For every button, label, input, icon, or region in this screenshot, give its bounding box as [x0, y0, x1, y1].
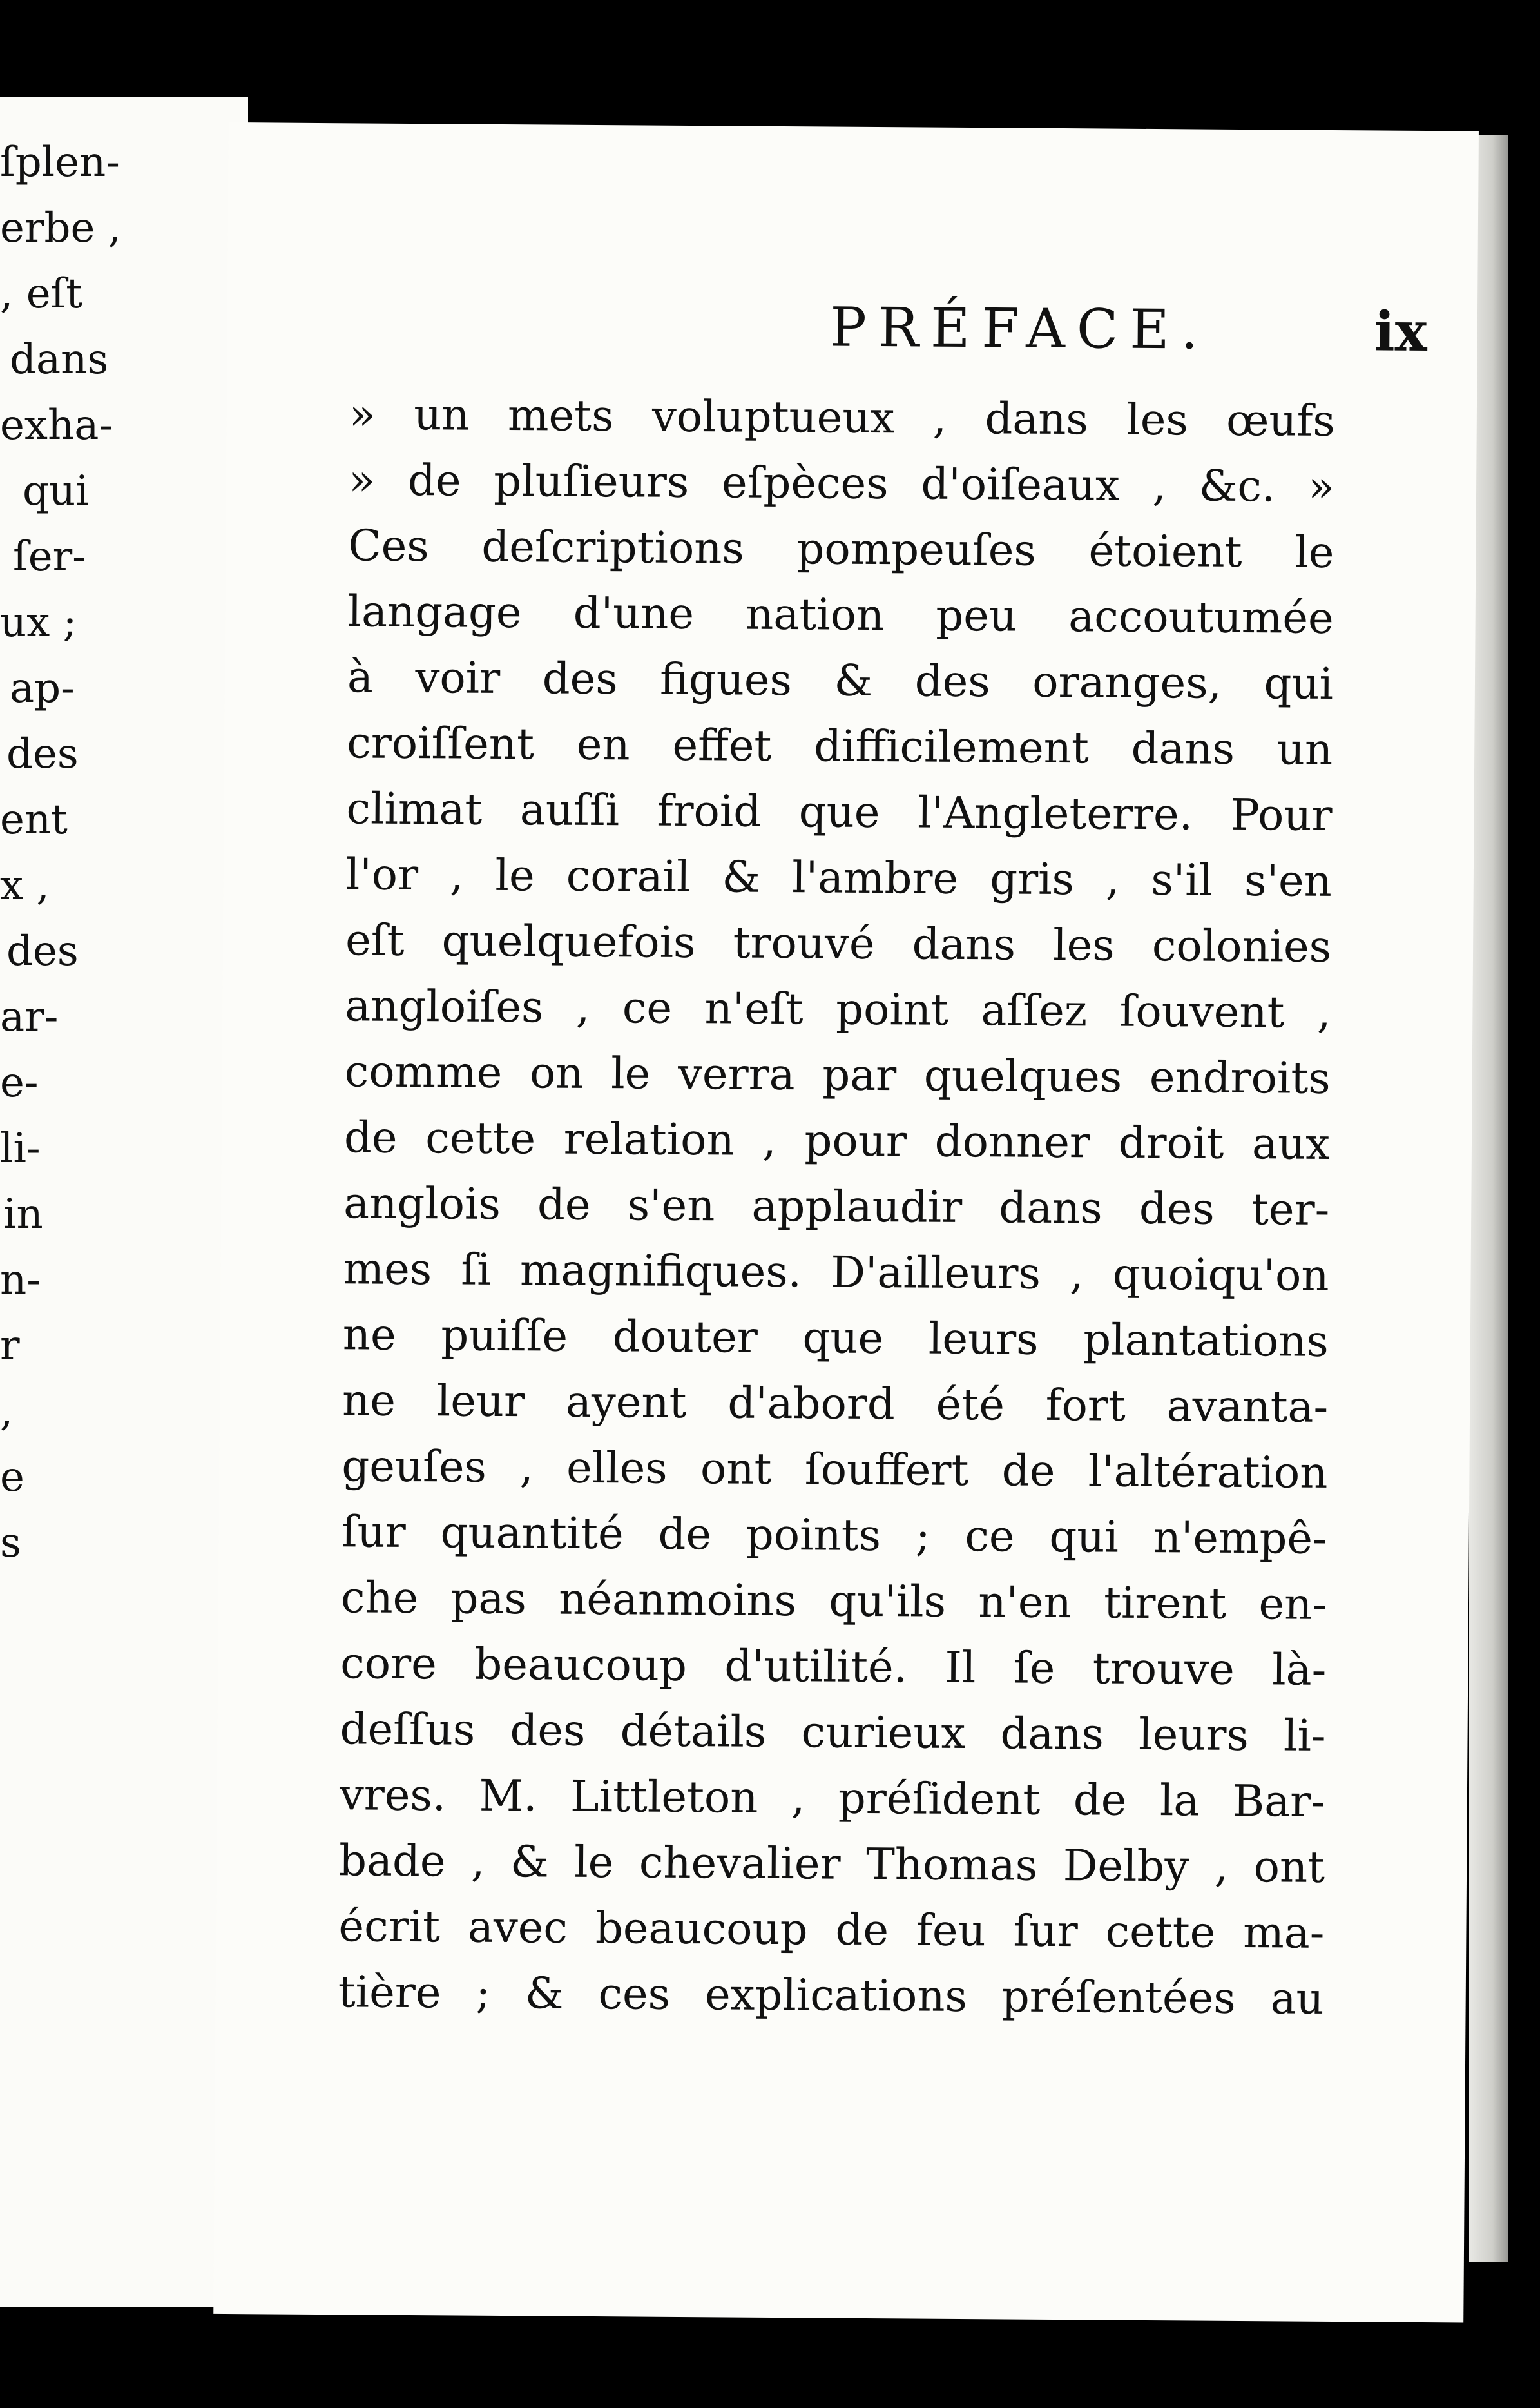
left-fragment: e: [0, 1453, 24, 1501]
running-head: PRÉFACE.: [829, 295, 1210, 362]
text-line: che pas néanmoins qu'ils n'en tirent en-: [340, 1572, 1327, 1629]
text-line: deſſus des détails curieux dans leurs li-: [340, 1704, 1326, 1761]
left-fragment: ap-: [10, 665, 75, 712]
text-line: croiſſent en effet difficilement dans un: [347, 717, 1333, 775]
text-line: de cette relation , pour donner droit aux: [343, 1112, 1331, 1169]
left-fragment: des: [6, 927, 79, 975]
left-fragment: ,: [0, 1388, 14, 1435]
text-line: bade , & le chevalier Thomas Delby , ont: [338, 1835, 1325, 1892]
left-fragment: erbe ,: [0, 204, 121, 252]
left-fragment: r: [0, 1322, 20, 1370]
text-line: geuſes , elles ont ſouffert de l'altération: [342, 1441, 1328, 1498]
text-line: » un mets voluptueux , dans les œufs: [349, 389, 1336, 446]
left-fragment: ar-: [0, 993, 59, 1041]
left-fragment: in: [3, 1190, 43, 1238]
text-line: anglois de s'en applaudir dans des ter-: [343, 1178, 1330, 1235]
text-line: core beaucoup d'utilité. Il ſe trouve là-: [340, 1638, 1327, 1695]
left-fragment: x ,: [0, 862, 50, 909]
text-line: à voir des figues & des oranges, qui: [347, 652, 1334, 709]
left-fragment: dans: [10, 336, 109, 384]
previous-page-fragment: [0, 97, 248, 2307]
text-line: eſt quelquefois trouvé dans les colonies: [345, 915, 1332, 972]
body-text: [338, 381, 1335, 2032]
text-line: climat auſſi froid que l'Angleterre. Pour: [346, 783, 1333, 840]
text-line: mes ſi magnifiques. D'ailleurs , quoiqu'on: [343, 1243, 1329, 1301]
left-fragment: s: [0, 1519, 21, 1567]
left-fragment: n-: [0, 1256, 41, 1304]
text-line: écrit avec beaucoup de feu ſur cette ma-: [338, 1901, 1325, 1958]
text-line: ſur quantité de points ; ce qui n'empê-: [341, 1506, 1327, 1564]
text-line: vres. M. Littleton , préſident de la Bar-: [339, 1769, 1326, 1827]
left-fragment: ſer-: [13, 533, 86, 581]
text-line: Ces deſcriptions pompeuſes étoient le: [348, 520, 1334, 578]
left-fragment: exha-: [0, 402, 113, 449]
left-fragment: ent: [0, 796, 68, 844]
page-number: ix: [1374, 299, 1428, 364]
text-line: comme on le verra par quelques endroits: [344, 1046, 1331, 1103]
left-fragment: li-: [0, 1125, 41, 1172]
text-line: ne leur ayent d'abord été fort avanta-: [342, 1375, 1329, 1432]
text-line: l'or , le corail & l'ambre gris , s'il s'en: [345, 849, 1333, 906]
left-fragment: e-: [0, 1059, 39, 1107]
left-fragment: des: [6, 730, 79, 778]
text-line: ne puiſſe douter que leurs plantations: [342, 1309, 1329, 1366]
text-line: langage d'une nation peu accoutumée: [347, 586, 1334, 643]
left-fragment: ux ;: [0, 599, 77, 646]
book-page: [213, 122, 1479, 2322]
left-fragment: ſplen-: [0, 139, 120, 186]
text-line: » de pluſieurs eſpèces d'oiſeaux , &c. »: [348, 454, 1335, 512]
text-line: tière ; & ces explications préſentées au: [338, 1966, 1324, 2024]
text-line: angloiſes , ce n'eſt point aſſez ſouvent ,: [345, 980, 1331, 1038]
left-fragment: , eſt: [0, 270, 82, 318]
left-fragment: qui: [23, 467, 89, 515]
